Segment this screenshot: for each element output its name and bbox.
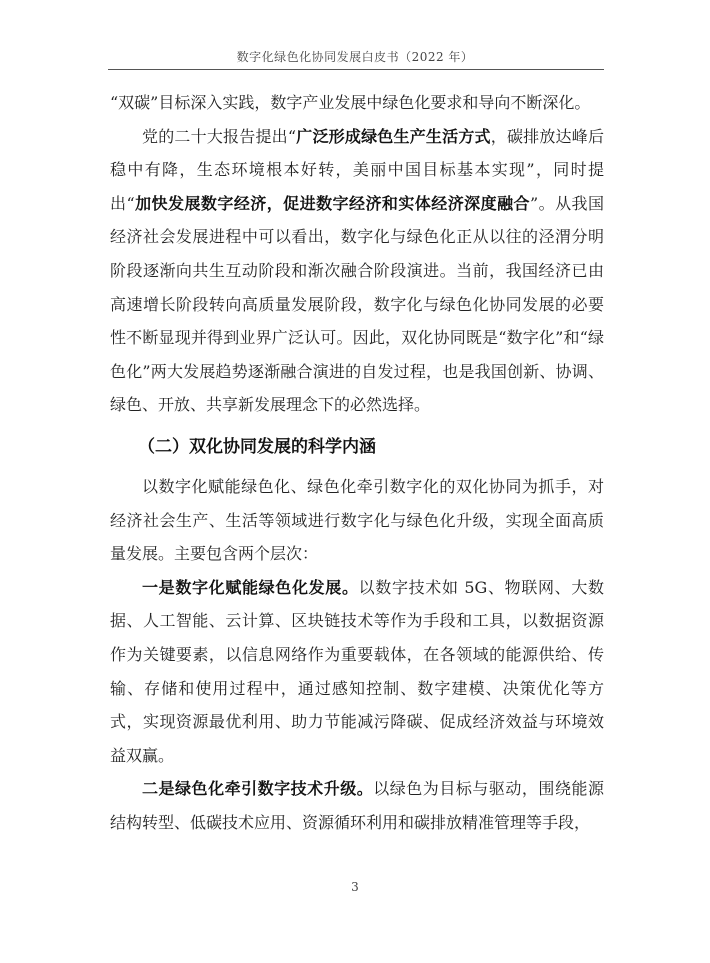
paragraph-party-report bbox=[110, 120, 604, 422]
paragraph-level-one bbox=[110, 571, 604, 773]
paragraph-text: ”。从我国经济社会发展进程中可以看出，数字化与绿色化正从以往的泾渭分明阶段逐渐向共生互动阶段和渐次融合阶段演进。当前，我国经济已由高速增长阶段转向高质量发展阶段，数字化与绿色化协同发展的必要性不断显现并得到业界广泛认可。因此，双化协同既是“数字化”和“绿色化”两大发展趋势逐渐融合演进的自发过程，也是我国创新、协调、绿色、开放、共享新发展理念下的必然选择。 bbox=[110, 193, 604, 415]
page-body bbox=[110, 86, 604, 839]
level-one-text: 以数字技术如 5G、物联网、大数据、人工智能、云计算、区块链技术等作为手段和工具，以数据资源作为关键要素，以信息网络作为重要载体，在各领域的能源供给、传输、存储和使用过程中，通过感知控制、数字建模、决策优化等方式，实现资源最优利用、助力节能减污降碳、促成经济效益与环境效益双赢。 bbox=[110, 577, 604, 765]
paragraph-text: ，碳排放达峰后稳中有降，生态环境根本好转，美丽中国目标基本实现”，同时提出“ bbox=[110, 126, 604, 213]
paragraph-dual-carbon: “双碳”目标深入实践，数字产业发展中绿色化要求和导向不断深化。 bbox=[110, 93, 591, 112]
emphasis-green-lifestyle: 广泛形成绿色生产生活方式 bbox=[296, 126, 491, 146]
page-number: 3 bbox=[351, 880, 359, 894]
paragraph-text: 党的二十大报告提出“ bbox=[142, 126, 297, 146]
running-header: 数字化绿色化协同发展白皮书（2022 年） bbox=[236, 50, 474, 64]
section-heading: （二）双化协同发展的科学内涵 bbox=[138, 436, 376, 457]
header-rule bbox=[108, 69, 604, 70]
level-one-lead: 一是数字化赋能绿色化发展。 bbox=[142, 577, 359, 597]
paragraph-connotation-intro: 以数字化赋能绿色化、绿色化牵引数字化的双化协同为抓手，对经济社会生产、生活等领域进行数字化与绿色化升级，实现全面高质量发展。主要包含两个层次： bbox=[110, 476, 604, 564]
level-two-lead: 二是绿色化牵引数字技术升级。 bbox=[142, 779, 374, 799]
emphasis-digital-economy: 加快发展数字经济，促进数字经济和实体经济深度融合 bbox=[134, 193, 530, 213]
paragraph-level-two bbox=[110, 772, 604, 839]
level-two-text: 以绿色为目标与驱动，围绕能源结构转型、低碳技术应用、资源循环利用和碳排放精准管理等手段， bbox=[110, 779, 604, 832]
